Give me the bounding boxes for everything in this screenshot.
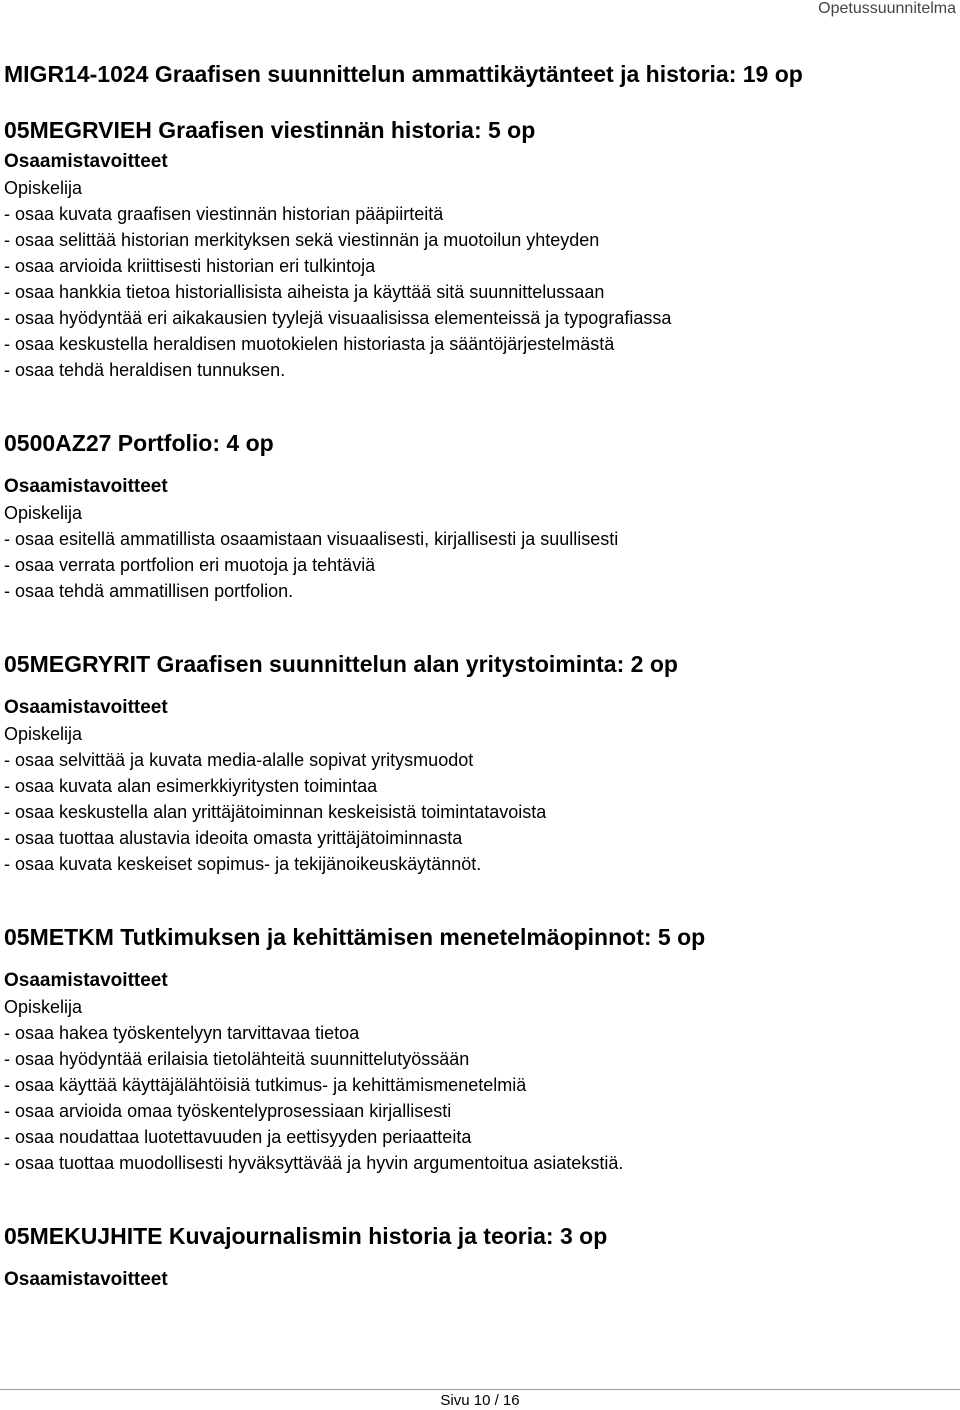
page-number: Sivu 10 / 16 <box>440 1392 520 1409</box>
subject-label: Opiskelija <box>4 503 83 523</box>
list-item: - osaa tehdä ammatillisen portfolion. <box>4 581 294 601</box>
subject-label: Opiskelija <box>4 997 83 1017</box>
section-heading: Osaamistavoitteet <box>4 970 168 991</box>
document-type-label: Opetussuunnitelma <box>818 0 956 17</box>
list-item: - osaa hyödyntää eri aikakausien tyylejä visuaalisissa elementeissä ja typografiassa <box>4 308 672 328</box>
list-item: - osaa arvioida kriittisesti historian eri tulkintoja <box>4 256 376 276</box>
list-item: - osaa keskustella alan yrittäjätoiminnan keskeisistä toimintatavoista <box>4 802 547 822</box>
list-item: - osaa noudattaa luotettavuuden ja eettisyyden periaatteita <box>4 1127 472 1147</box>
course-title: 0500AZ27 Portfolio: 4 op <box>4 430 274 456</box>
course-section <box>4 1218 954 1293</box>
list-item: - osaa arvioida omaa työskentelyprosessiaan kirjallisesti <box>4 1101 452 1121</box>
main-title: MIGR14-1024 Graafisen suunnittelun ammattikäytänteet ja historia: 19 op <box>4 61 803 87</box>
list-item: - osaa tuottaa alustavia ideoita omasta yrittäjätoiminnasta <box>4 828 463 848</box>
section-heading: Osaamistavoitteet <box>4 1269 168 1290</box>
footer-divider <box>0 1389 960 1390</box>
course-title: 05METKM Tutkimuksen ja kehittämisen menetelmäopinnot: 5 op <box>4 924 706 950</box>
list-item: - osaa tuottaa muodollisesti hyväksyttävää ja hyvin argumentoitua asiatekstiä. <box>4 1153 624 1173</box>
list-item: - osaa hankkia tietoa historiallisista aiheista ja käyttää sitä suunnittelussaan <box>4 282 605 302</box>
course-title: 05MEKUJHITE Kuvajournalismin historia ja teoria: 3 op <box>4 1223 608 1249</box>
list-item: - osaa tehdä heraldisen tunnuksen. <box>4 360 286 380</box>
list-item: - osaa kuvata keskeiset sopimus- ja tekijänoikeuskäytännöt. <box>4 854 482 874</box>
course-section <box>4 112 954 383</box>
list-item: - osaa verrata portfolion eri muotoja ja tehtäviä <box>4 555 376 575</box>
list-item: - osaa hakea työskentelyyn tarvittavaa tietoa <box>4 1023 360 1043</box>
list-item: - osaa hyödyntää erilaisia tietolähteitä suunnittelutyössään <box>4 1049 470 1069</box>
list-item: - osaa kuvata graafisen viestinnän historian pääpiirteitä <box>4 204 444 224</box>
list-item: - osaa kuvata alan esimerkkiyritysten toimintaa <box>4 776 378 796</box>
list-item: - osaa käyttää käyttäjälähtöisiä tutkimus- ja kehittämismenetelmiä <box>4 1075 527 1095</box>
course-section <box>4 646 954 877</box>
course-section <box>4 919 954 1176</box>
section-heading: Osaamistavoitteet <box>4 476 168 497</box>
list-item: - osaa selvittää ja kuvata media-alalle sopivat yritysmuodot <box>4 750 474 770</box>
section-heading: Osaamistavoitteet <box>4 151 168 172</box>
subject-label: Opiskelija <box>4 178 83 198</box>
list-item: - osaa selittää historian merkityksen sekä viestinnän ja muotoilun yhteyden <box>4 230 600 250</box>
document-body <box>4 53 954 1293</box>
course-title: 05MEGRYRIT Graafisen suunnittelun alan yritystoiminta: 2 op <box>4 651 678 677</box>
course-section <box>4 425 954 604</box>
subject-label: Opiskelija <box>4 724 83 744</box>
section-heading: Osaamistavoitteet <box>4 697 168 718</box>
list-item: - osaa esitellä ammatillista osaamistaan visuaalisesti, kirjallisesti ja suullisesti <box>4 529 619 549</box>
course-title: 05MEGRVIEH Graafisen viestinnän historia: 5 op <box>4 117 536 143</box>
list-item: - osaa keskustella heraldisen muotokielen historiasta ja sääntöjärjestelmästä <box>4 334 615 354</box>
